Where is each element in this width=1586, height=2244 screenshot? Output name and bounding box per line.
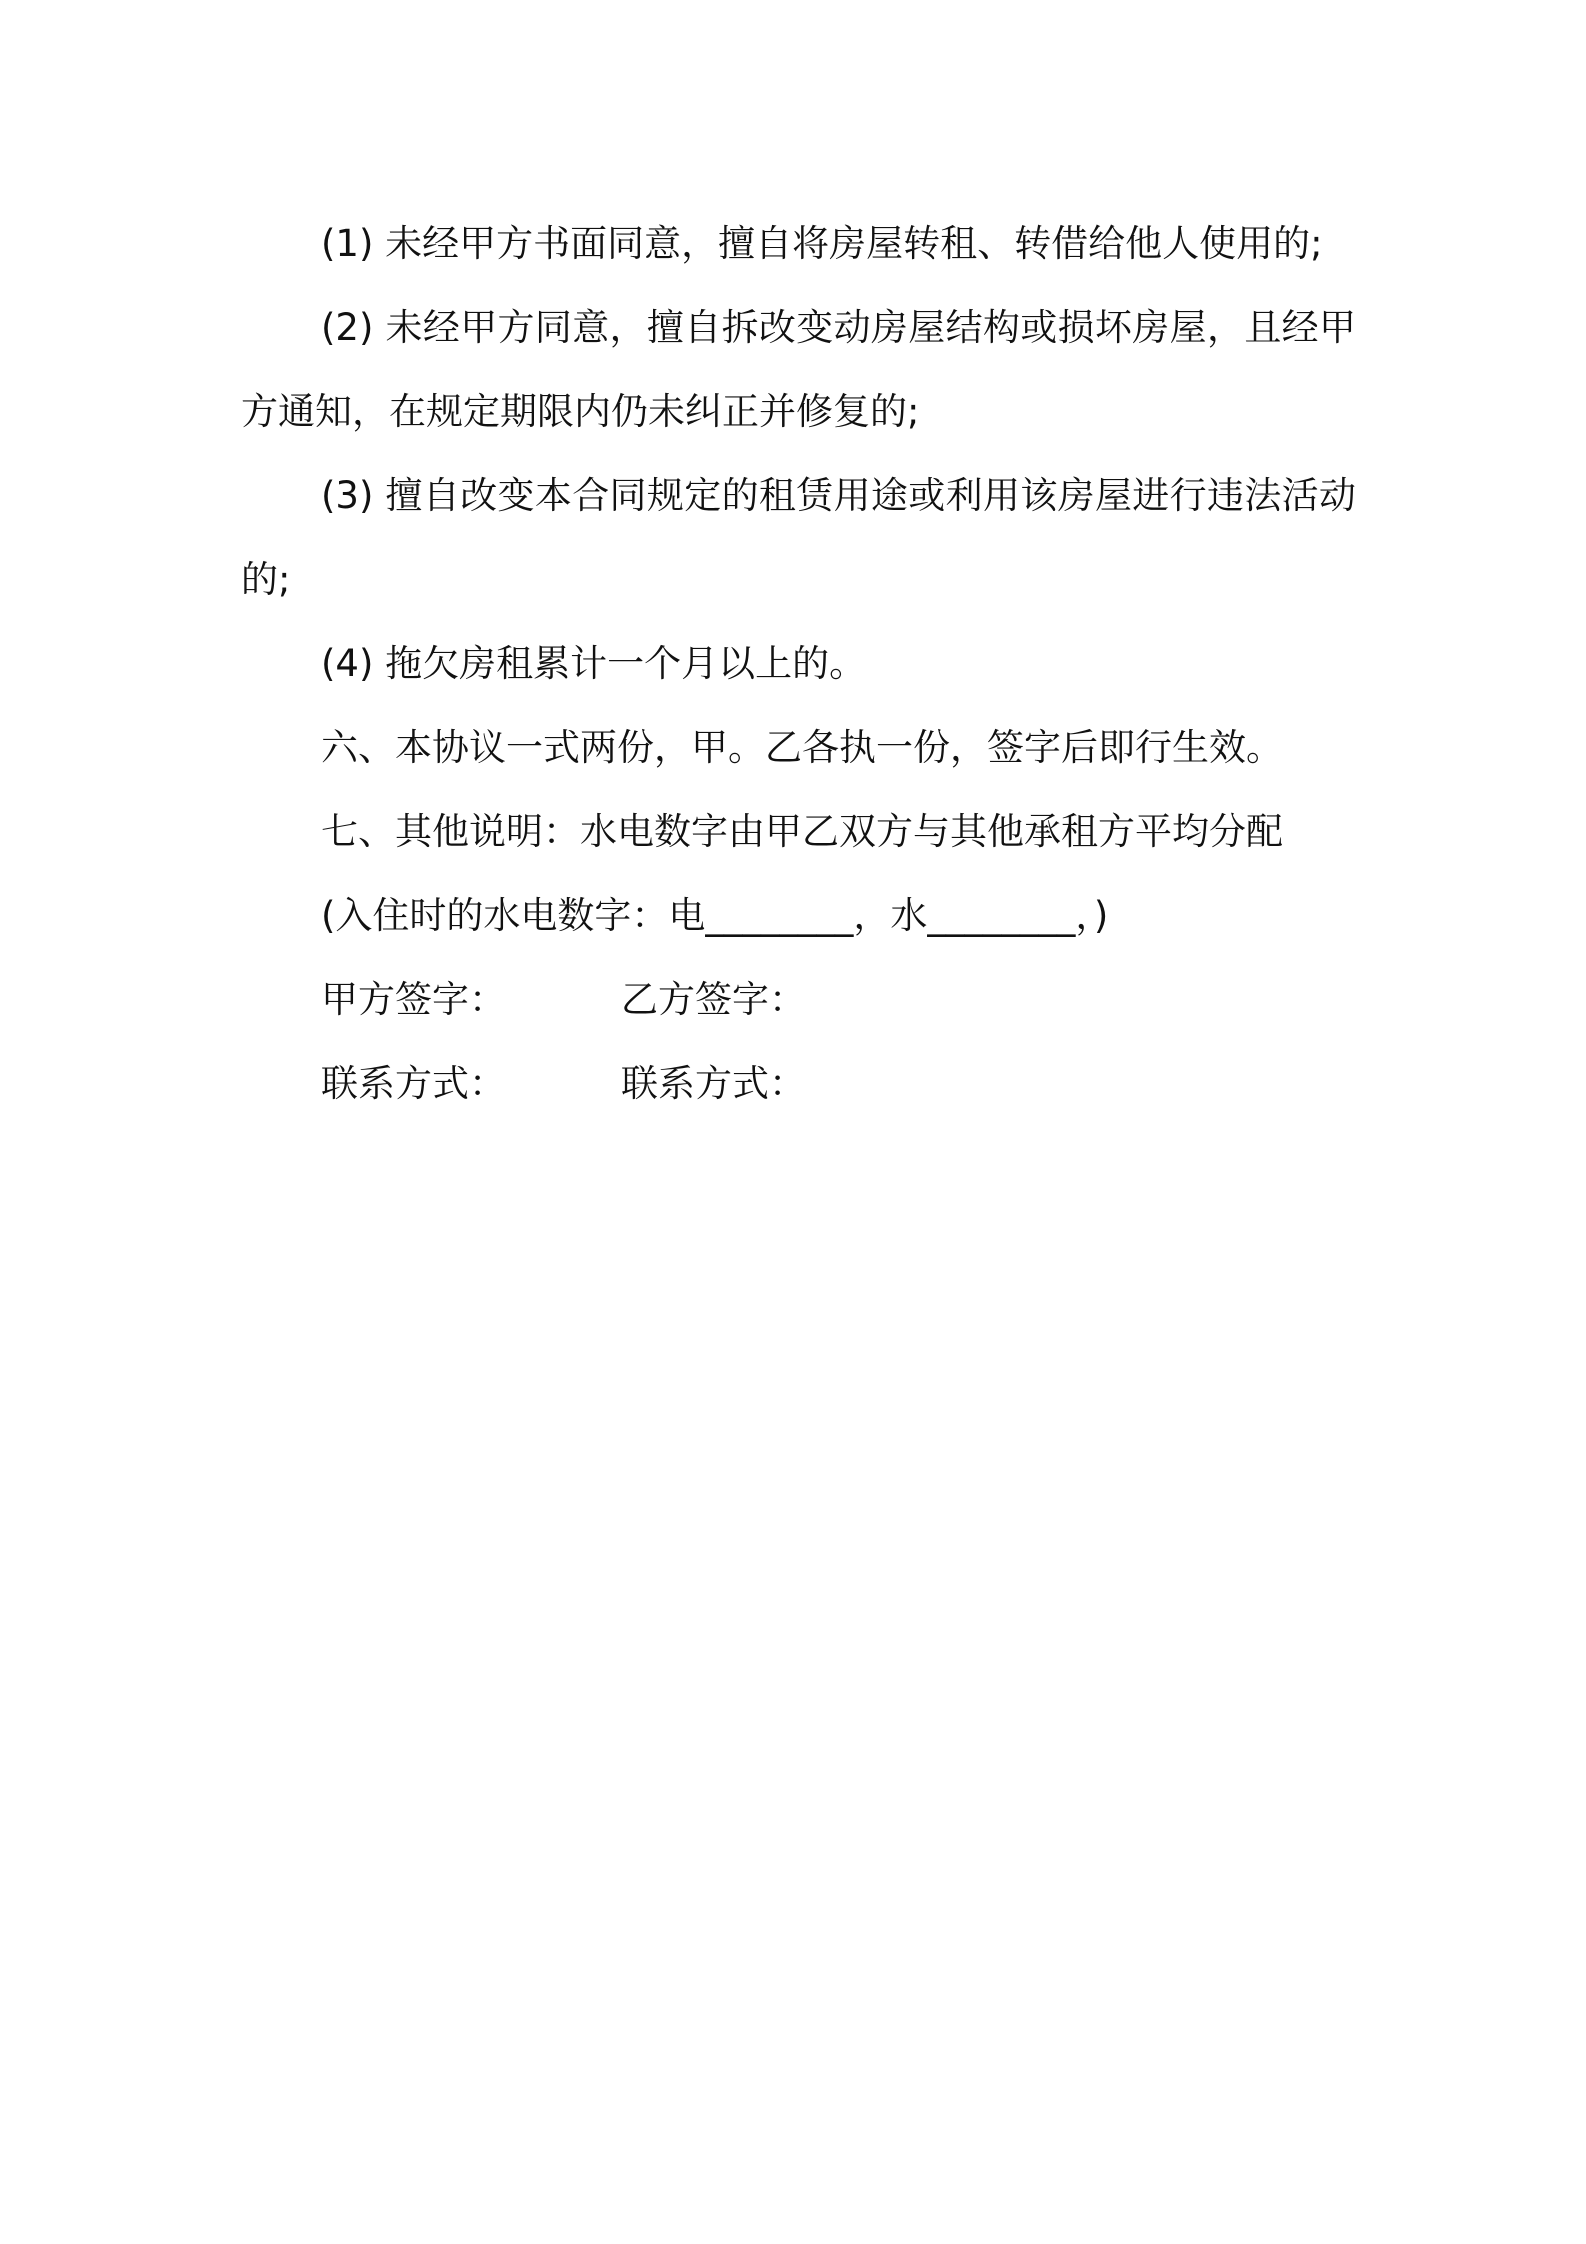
party-a-signature-label: 甲方签字： [321, 978, 506, 1021]
party-b-contact-label: 联系方式： [621, 1062, 806, 1105]
party-b-signature-label: 乙方签字： [621, 978, 806, 1021]
contact-row [241, 1042, 1356, 1126]
clause-4: (4) 拖欠房租累计一个月以上的。 [321, 642, 867, 685]
section-six: 六、本协议一式两份，甲。乙各执一份，签字后即行生效。 [321, 726, 1283, 769]
section-seven: 七、其他说明：水电数字由甲乙双方与其他承租方平均分配 [321, 810, 1283, 853]
party-a-contact-label: 联系方式： [321, 1062, 506, 1105]
clause-2: (2) 未经甲方同意，擅自拆改变动房屋结构或损坏房屋，且经甲方通知，在规定期限内仍未纠正并修复的; [241, 306, 1356, 433]
meter-reading-line: (入住时的水电数字：电________，水________，) [321, 894, 1109, 937]
clause-1: (1) 未经甲方书面同意，擅自将房屋转租、转借给他人使用的; [321, 222, 1323, 265]
clause-3: (3) 擅自改变本合同规定的租赁用途或利用该房屋进行违法活动的; [241, 474, 1356, 601]
document-body [241, 202, 1356, 1126]
signature-row [241, 958, 1356, 1042]
